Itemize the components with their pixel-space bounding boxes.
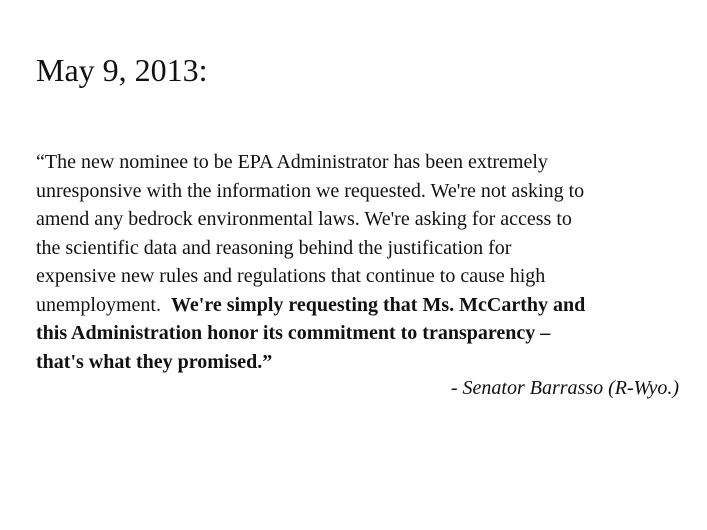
quote-line: expensive new rules and regulations that continue to cause high [36, 265, 546, 287]
quote-line-emphasis: this Administration honor its commitment to transparency – [36, 322, 551, 344]
quote-text-emphasis: We're simply requesting that Ms. McCarthy and [170, 293, 586, 316]
quote-line-emphasis: that's what they promised.” [36, 350, 273, 373]
quote-attribution: - Senator Barrasso (R-Wyo.) [450, 377, 679, 399]
quote-text-regular: unemployment. [36, 293, 171, 316]
quote-line-mixed [36, 291, 696, 320]
quote-line: “The new nominee to be EPA Administrator has been extremely [36, 151, 548, 173]
quote-paragraph [36, 148, 696, 376]
quote-line: the scientific data and reasoning behind the justification for [36, 236, 512, 259]
quote-line: amend any bedrock environmental laws. We're asking for access to [36, 208, 572, 230]
quote-line: unresponsive with the information we requested. We're not asking to [36, 179, 585, 202]
slide-date-heading: May 9, 2013: [36, 52, 208, 88]
